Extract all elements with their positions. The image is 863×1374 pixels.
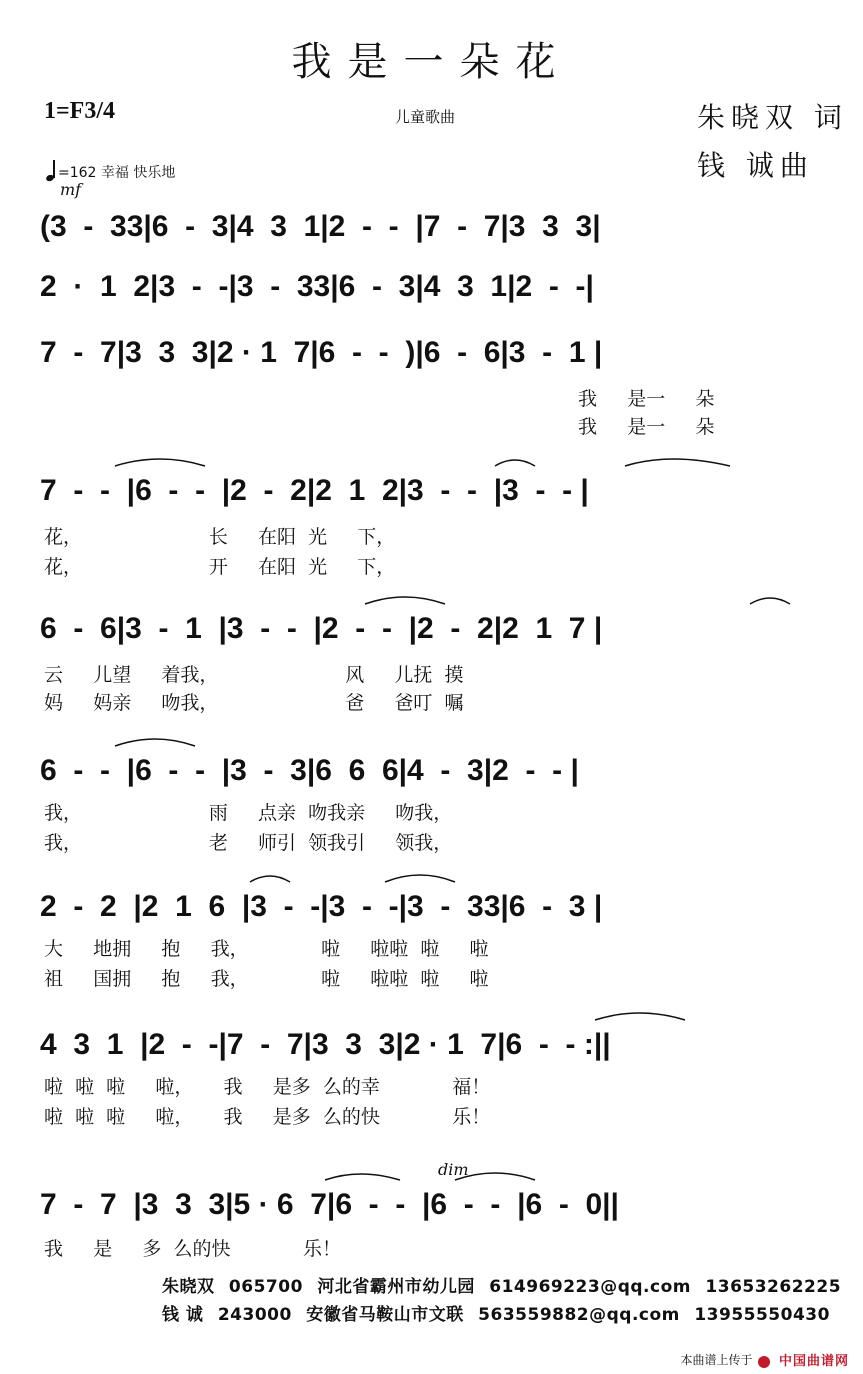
contact-email: 563559882@qq.com	[478, 1305, 680, 1325]
music-row-3	[40, 328, 840, 382]
upload-text: 本曲谱上传于	[680, 1353, 753, 1367]
lyric-line: 大 地拥 抱 我， 啦 啦啦 啦 啦	[44, 938, 489, 960]
music-row-6	[40, 746, 840, 800]
notation-line: 7 - 7 |3 3 3|5 · 6 7|6 - - |6 - - |6 - 0||	[40, 1188, 619, 1221]
music-row-8	[40, 1020, 840, 1074]
notation-line: 7 - 7|3 3 3|2 · 1 7|6 - - )|6 - 6|3 - 1 |	[40, 336, 603, 369]
contact-line-2	[162, 1300, 838, 1325]
contact-line-1	[162, 1272, 849, 1297]
music-row-4	[40, 466, 840, 520]
lyric-line: 啦 啦 啦 啦， 我 是多 么的快 乐！	[44, 1106, 491, 1128]
tempo-marking	[46, 160, 175, 182]
notation-line: 6 - 6|3 - 1 |3 - - |2 - - |2 - 2|2 1 7 |	[40, 612, 603, 645]
contact-name: 朱晓双	[162, 1277, 215, 1297]
composer-credit: 钱 诚曲	[697, 149, 814, 182]
page-title: 我是一朵花	[291, 39, 572, 85]
contact-phone: 13955550430	[694, 1305, 830, 1325]
notation-line: 4 3 1 |2 - -|7 - 7|3 3 3|2 · 1 7|6 - - :||	[40, 1028, 611, 1061]
contact-address: 安徽省马鞍山市文联	[306, 1305, 464, 1325]
lyric-line: 我 是一 朵	[578, 416, 715, 438]
notation-line: 6 - - |6 - - |3 - 3|6 6 6|4 - 3|2 - - |	[40, 754, 579, 787]
lyric-line: 花， 开 在阳 光 下，	[44, 556, 396, 578]
notation-line: 7 - - |6 - - |2 - 2|2 1 2|3 - - |3 - - |	[40, 474, 589, 507]
lyric-line: 我 是一 朵	[578, 388, 715, 410]
lyric-line: 妈 妈亲 吻我， 爸 爸叮 嘱	[44, 692, 464, 714]
contact-name: 钱 诚	[162, 1305, 204, 1325]
lyric-line: 花， 长 在阳 光 下，	[44, 526, 396, 548]
lyric-line: 我， 雨 点亲 吻我亲 吻我，	[44, 802, 453, 824]
logo-mark-icon	[758, 1356, 770, 1368]
lyric-line: 啦 啦 啦 啦， 我 是多 么的幸 福！	[44, 1076, 491, 1098]
dynamic-mark: mf	[60, 180, 82, 199]
diminuendo-mark: dim	[438, 1160, 469, 1179]
quarter-note-icon	[46, 160, 56, 182]
contact-phone: 13653262225	[705, 1277, 842, 1297]
music-row-1	[40, 202, 840, 256]
key-signature: 1=F3/4	[44, 98, 116, 124]
lyric-line: 祖 国拥 抱 我， 啦 啦啦 啦 啦	[44, 968, 489, 990]
genre-label: 儿童歌曲	[395, 108, 456, 126]
contact-address: 河北省霸州市幼儿园	[317, 1277, 475, 1297]
site-name: 中国曲谱网	[778, 1354, 849, 1369]
site-logo[interactable]	[758, 1350, 849, 1369]
music-row-9	[40, 1180, 840, 1234]
lyricist-credit: 朱晓双 词	[697, 101, 848, 134]
lyric-line: 我 是 多 么的快 乐！	[44, 1238, 341, 1260]
contact-email: 614969223@qq.com	[489, 1277, 691, 1297]
lyric-line: 我， 老 师引 领我引 领我，	[44, 832, 453, 854]
notation-line: (3 - 33|6 - 3|4 3 1|2 - - |7 - 7|3 3 3|	[40, 210, 601, 243]
upload-credit	[680, 1350, 849, 1369]
contact-postcode: 065700	[228, 1277, 303, 1297]
music-row-5	[40, 604, 840, 658]
contact-postcode: 243000	[217, 1305, 292, 1325]
music-row-2	[40, 262, 840, 316]
lyric-line: 云 儿望 着我， 风 儿抚 摸	[44, 664, 464, 686]
notation-line: 2 - 2 |2 1 6 |3 - -|3 - -|3 - 33|6 - 3 |	[40, 890, 603, 923]
music-row-7	[40, 882, 840, 936]
tempo-text: =162 幸福 快乐地	[58, 165, 176, 181]
notation-line: 2 · 1 2|3 - -|3 - 33|6 - 3|4 3 1|2 - -|	[40, 270, 594, 303]
